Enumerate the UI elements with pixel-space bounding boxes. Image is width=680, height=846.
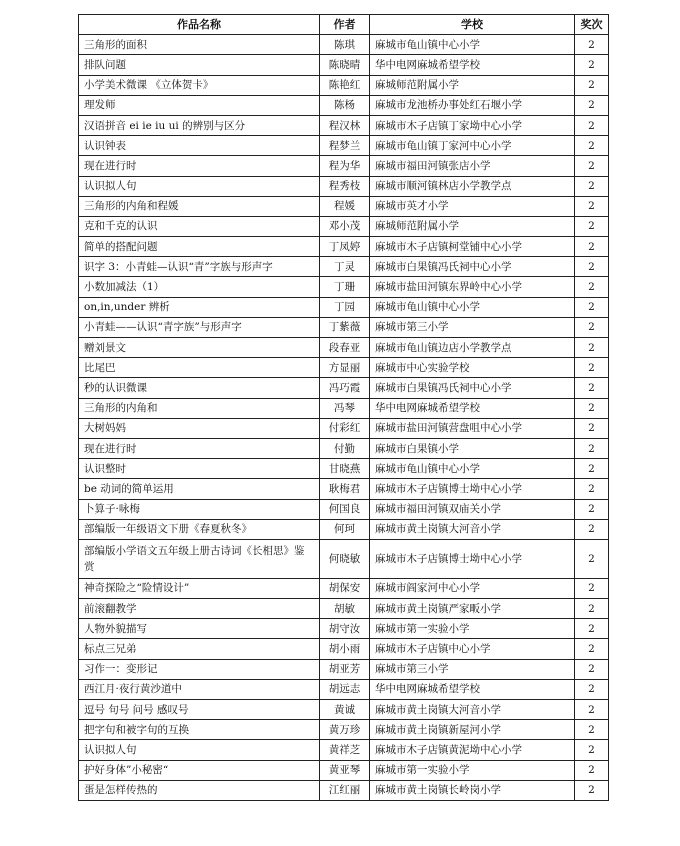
school-cell: 麻城市黄土岗镇长岭岗小学 — [370, 780, 575, 800]
header-author: 作者 — [320, 15, 370, 35]
table-row — [79, 257, 609, 277]
school-cell: 麻城师范附属小学 — [370, 75, 575, 95]
table-row — [79, 115, 609, 135]
author-cell: 程秀枝 — [320, 176, 370, 196]
school-cell: 麻城市木子店镇黄泥坳中心小学 — [370, 740, 575, 760]
work-title-cell: be 动词的简单运用 — [79, 479, 320, 499]
award-cell: 2 — [575, 700, 609, 720]
work-title-cell: 小数加减法（1） — [79, 277, 320, 297]
work-title-cell: 小青蛙——认识“青字族”与形声字 — [79, 317, 320, 337]
award-cell: 2 — [575, 156, 609, 176]
table-row — [79, 216, 609, 236]
school-cell: 麻城市黄土岗镇大河音小学 — [370, 519, 575, 539]
author-cell: 胡守汝 — [320, 619, 370, 639]
author-cell: 黄祥芝 — [320, 740, 370, 760]
work-title-cell: 标点三兄弟 — [79, 639, 320, 659]
table-header-row — [79, 15, 609, 35]
work-title-cell: on,in,under 辨析 — [79, 297, 320, 317]
school-cell: 麻城市英才小学 — [370, 196, 575, 216]
school-cell: 麻城市龟山镇中心小学 — [370, 35, 575, 55]
table-body — [79, 35, 609, 801]
award-cell: 2 — [575, 438, 609, 458]
award-cell: 2 — [575, 277, 609, 297]
work-title-cell: 逗号 句号 问号 感叹号 — [79, 700, 320, 720]
author-cell: 程媛 — [320, 196, 370, 216]
school-cell: 麻城市第三小学 — [370, 659, 575, 679]
author-cell: 付勤 — [320, 438, 370, 458]
award-cell: 2 — [575, 378, 609, 398]
header-award: 奖次 — [575, 15, 609, 35]
table-row — [79, 499, 609, 519]
table-row — [79, 679, 609, 699]
school-cell: 麻城市龟山镇丁家河中心小学 — [370, 136, 575, 156]
work-title-cell: 克和千克的认识 — [79, 216, 320, 236]
work-title-cell: 三角形的内角和程媛 — [79, 196, 320, 216]
work-title-cell: 护好身体”小秘密“ — [79, 760, 320, 780]
work-title-cell: 小学美术微课 《立体贺卡》 — [79, 75, 320, 95]
work-title-cell: 赠刘景文 — [79, 338, 320, 358]
table-row — [79, 418, 609, 438]
table-row — [79, 398, 609, 418]
award-cell: 2 — [575, 55, 609, 75]
author-cell: 陈杨 — [320, 95, 370, 115]
award-cell: 2 — [575, 257, 609, 277]
award-cell: 2 — [575, 720, 609, 740]
school-cell: 麻城市中心实验学校 — [370, 358, 575, 378]
author-cell: 冯琴 — [320, 398, 370, 418]
school-cell: 麻城市阎家河中心小学 — [370, 578, 575, 598]
table-row — [79, 519, 609, 539]
author-cell: 陈艳红 — [320, 75, 370, 95]
table-row — [79, 156, 609, 176]
award-cell: 2 — [575, 317, 609, 337]
work-title-cell: 前滚翻教学 — [79, 599, 320, 619]
table-row — [79, 75, 609, 95]
table-row — [79, 578, 609, 598]
table-row — [79, 479, 609, 499]
school-cell: 麻城市白果镇小学 — [370, 438, 575, 458]
table-row — [79, 659, 609, 679]
award-cell: 2 — [575, 75, 609, 95]
author-cell: 程汉林 — [320, 115, 370, 135]
award-cell: 2 — [575, 358, 609, 378]
author-cell: 付彩红 — [320, 418, 370, 438]
award-cell: 2 — [575, 216, 609, 236]
work-title-cell: 部编版小学语文五年级上册古诗词《长相思》鉴赏 — [79, 539, 320, 578]
award-cell: 2 — [575, 578, 609, 598]
work-title-cell: 西江月·夜行黄沙道中 — [79, 679, 320, 699]
school-cell: 麻城市黄土岗镇大河音小学 — [370, 700, 575, 720]
author-cell: 方显丽 — [320, 358, 370, 378]
work-title-cell: 三角形的面积 — [79, 35, 320, 55]
award-cell: 2 — [575, 297, 609, 317]
school-cell: 麻城师范附属小学 — [370, 216, 575, 236]
school-cell: 麻城市木子店镇中心小学 — [370, 639, 575, 659]
school-cell: 麻城市黄土岗镇严家畈小学 — [370, 599, 575, 619]
school-cell: 麻城市龟山镇中心小学 — [370, 459, 575, 479]
school-cell: 麻城市第一实验小学 — [370, 619, 575, 639]
author-cell: 胡远志 — [320, 679, 370, 699]
school-cell: 麻城市龙池桥办事处红石堰小学 — [370, 95, 575, 115]
table-row — [79, 317, 609, 337]
author-cell: 江红丽 — [320, 780, 370, 800]
awards-table — [78, 14, 609, 801]
award-cell: 2 — [575, 639, 609, 659]
table-row — [79, 619, 609, 639]
school-cell: 麻城市龟山镇中心小学 — [370, 297, 575, 317]
work-title-cell: 蛋是怎样传热的 — [79, 780, 320, 800]
work-title-cell: 识字 3：小青蛙—认识“青”字族与形声字 — [79, 257, 320, 277]
award-cell: 2 — [575, 115, 609, 135]
header-title: 作品名称 — [79, 15, 320, 35]
work-title-cell: 认识整时 — [79, 459, 320, 479]
table-row — [79, 176, 609, 196]
work-title-cell: 简单的搭配问题 — [79, 237, 320, 257]
award-cell: 2 — [575, 780, 609, 800]
award-cell: 2 — [575, 599, 609, 619]
school-cell: 麻城市盐田河镇营盘咀中心小学 — [370, 418, 575, 438]
work-title-cell: 比尾巴 — [79, 358, 320, 378]
author-cell: 丁凤婷 — [320, 237, 370, 257]
award-cell: 2 — [575, 196, 609, 216]
school-cell: 麻城市顺河镇林店小学教学点 — [370, 176, 575, 196]
author-cell: 冯巧霞 — [320, 378, 370, 398]
award-cell: 2 — [575, 619, 609, 639]
author-cell: 丁珊 — [320, 277, 370, 297]
author-cell: 耿梅君 — [320, 479, 370, 499]
school-cell: 麻城市福田河镇张店小学 — [370, 156, 575, 176]
table-row — [79, 539, 609, 578]
award-cell: 2 — [575, 679, 609, 699]
work-title-cell: 汉语拼音 ei ie iu ui 的辨别与区分 — [79, 115, 320, 135]
work-title-cell: 认识拟人句 — [79, 176, 320, 196]
school-cell: 麻城市木子店镇柯堂铺中心小学 — [370, 237, 575, 257]
table-row — [79, 639, 609, 659]
award-cell: 2 — [575, 519, 609, 539]
table-row — [79, 700, 609, 720]
school-cell: 麻城市福田河镇双庙关小学 — [370, 499, 575, 519]
work-title-cell: 现在进行时 — [79, 438, 320, 458]
school-cell: 华中电网麻城希望学校 — [370, 55, 575, 75]
award-cell: 2 — [575, 760, 609, 780]
award-cell: 2 — [575, 740, 609, 760]
award-cell: 2 — [575, 136, 609, 156]
school-cell: 麻城市木子店镇丁家坳中心小学 — [370, 115, 575, 135]
school-cell: 麻城市木子店镇博士坳中心小学 — [370, 479, 575, 499]
school-cell: 华中电网麻城希望学校 — [370, 679, 575, 699]
award-cell: 2 — [575, 338, 609, 358]
award-cell: 2 — [575, 539, 609, 578]
work-title-cell: 现在进行时 — [79, 156, 320, 176]
school-cell: 麻城市白果镇冯氏祠中心小学 — [370, 378, 575, 398]
table-row — [79, 277, 609, 297]
author-cell: 程为华 — [320, 156, 370, 176]
author-cell: 黄诚 — [320, 700, 370, 720]
award-cell: 2 — [575, 398, 609, 418]
table-row — [79, 237, 609, 257]
award-cell: 2 — [575, 237, 609, 257]
author-cell: 邓小茂 — [320, 216, 370, 236]
work-title-cell: 认识钟表 — [79, 136, 320, 156]
author-cell: 胡保安 — [320, 578, 370, 598]
author-cell: 丁灵 — [320, 257, 370, 277]
school-cell: 麻城市盐田河镇东界岭中心小学 — [370, 277, 575, 297]
table-row — [79, 780, 609, 800]
author-cell: 何晓敏 — [320, 539, 370, 578]
work-title-cell: 三角形的内角和 — [79, 398, 320, 418]
work-title-cell: 排队问题 — [79, 55, 320, 75]
award-cell: 2 — [575, 95, 609, 115]
work-title-cell: 理发师 — [79, 95, 320, 115]
author-cell: 陈晓晴 — [320, 55, 370, 75]
school-cell: 麻城市黄土岗镇新屋河小学 — [370, 720, 575, 740]
author-cell: 程梦兰 — [320, 136, 370, 156]
work-title-cell: 部编版一年级语文下册《春夏秋冬》 — [79, 519, 320, 539]
school-cell: 麻城市白果镇冯氏祠中心小学 — [370, 257, 575, 277]
author-cell: 段春亚 — [320, 338, 370, 358]
school-cell: 麻城市木子店镇博士坳中心小学 — [370, 539, 575, 578]
table-row — [79, 459, 609, 479]
author-cell: 胡小雨 — [320, 639, 370, 659]
table-row — [79, 438, 609, 458]
award-cell: 2 — [575, 499, 609, 519]
table-row — [79, 720, 609, 740]
table-row — [79, 136, 609, 156]
table-row — [79, 297, 609, 317]
work-title-cell: 习作一：变形记 — [79, 659, 320, 679]
work-title-cell: 秒的认识微课 — [79, 378, 320, 398]
table-row — [79, 55, 609, 75]
work-title-cell: 把字句和被字句的互换 — [79, 720, 320, 740]
award-cell: 2 — [575, 659, 609, 679]
award-cell: 2 — [575, 176, 609, 196]
work-title-cell: 认识拟人句 — [79, 740, 320, 760]
table-row — [79, 35, 609, 55]
table-row — [79, 95, 609, 115]
table-row — [79, 740, 609, 760]
author-cell: 胡敏 — [320, 599, 370, 619]
school-cell: 麻城市第一实验小学 — [370, 760, 575, 780]
author-cell: 甘晓燕 — [320, 459, 370, 479]
work-title-cell: 大树妈妈 — [79, 418, 320, 438]
author-cell: 黄亚琴 — [320, 760, 370, 780]
work-title-cell: 神奇探险之“险情设计” — [79, 578, 320, 598]
school-cell: 麻城市第三小学 — [370, 317, 575, 337]
header-school: 学校 — [370, 15, 575, 35]
award-cell: 2 — [575, 418, 609, 438]
author-cell: 丁紫薇 — [320, 317, 370, 337]
table-row — [79, 196, 609, 216]
table-row — [79, 760, 609, 780]
school-cell: 华中电网麻城希望学校 — [370, 398, 575, 418]
table-row — [79, 599, 609, 619]
work-title-cell: 卜算子·咏梅 — [79, 499, 320, 519]
school-cell: 麻城市龟山镇边店小学教学点 — [370, 338, 575, 358]
work-title-cell: 人物外貌描写 — [79, 619, 320, 639]
table-row — [79, 378, 609, 398]
author-cell: 胡亚芳 — [320, 659, 370, 679]
author-cell: 丁园 — [320, 297, 370, 317]
author-cell: 何国良 — [320, 499, 370, 519]
award-cell: 2 — [575, 459, 609, 479]
award-cell: 2 — [575, 35, 609, 55]
author-cell: 何珂 — [320, 519, 370, 539]
author-cell: 黄万珍 — [320, 720, 370, 740]
author-cell: 陈琪 — [320, 35, 370, 55]
table-row — [79, 338, 609, 358]
table-row — [79, 358, 609, 378]
award-cell: 2 — [575, 479, 609, 499]
